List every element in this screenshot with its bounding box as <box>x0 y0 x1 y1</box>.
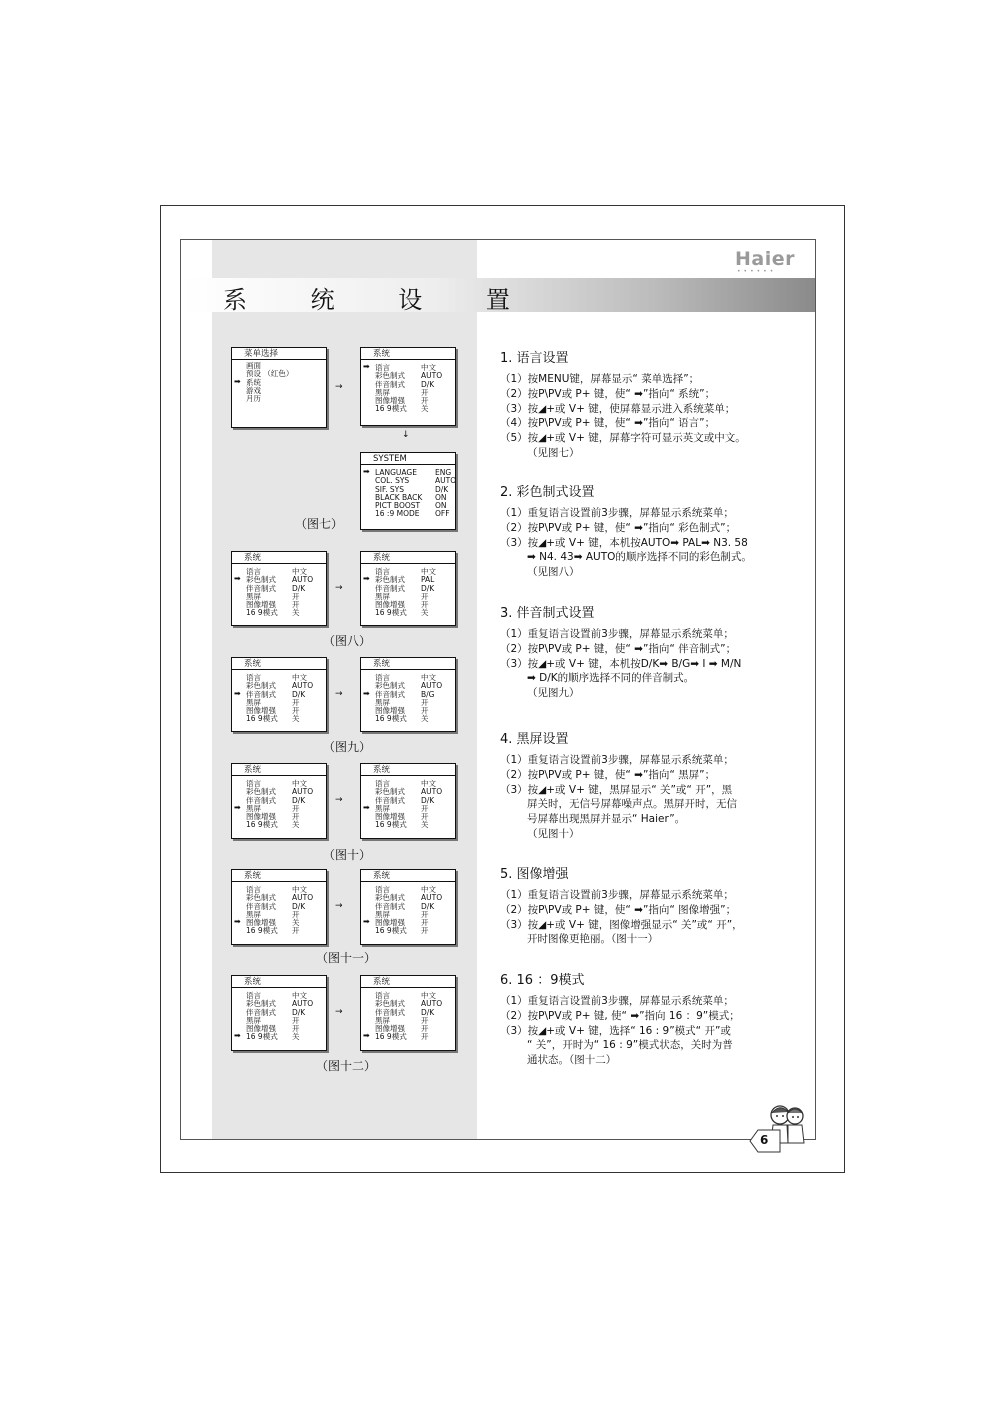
menu-item-value: 开 <box>292 926 300 936</box>
menu-item-label: 图像增强 <box>375 600 405 610</box>
menu-row <box>363 1033 455 1041</box>
menu-item-label: 图像增强 <box>375 396 405 406</box>
menu-item-label: BLACK BACK <box>375 492 423 502</box>
flow-arrow-icon: → <box>335 689 343 699</box>
logo-dots: •••••• <box>737 268 777 275</box>
menu-item-label: 伴音制式 <box>375 901 405 911</box>
menu-item-value: D/K <box>292 795 306 805</box>
menu-item-label: 月历 <box>246 394 261 404</box>
menu-item-label: 黑屏 <box>375 1015 390 1025</box>
menu-item-label: 图像增强 <box>375 1024 405 1034</box>
instruction-line: （见图九） <box>527 687 580 700</box>
menu-item-label: 图像增强 <box>246 918 276 928</box>
menu-item-value: 关 <box>292 714 300 724</box>
menu-item-value: D/K <box>292 689 306 699</box>
menu-item-value: AUTO <box>292 999 314 1009</box>
menu-item-value: 开 <box>421 926 429 936</box>
menu-item-value: OFF <box>435 509 450 519</box>
instruction-section <box>500 347 800 461</box>
menu-item-label: 语言 <box>375 885 390 894</box>
menu-item-label: 彩色制式 <box>375 575 405 585</box>
menu-item-label: 黑屏 <box>375 697 390 707</box>
menu-item-value: 中文 <box>292 567 307 576</box>
instruction-line: （2）按P\PV或 P+ 键，使“ ➡”指向“ 系统”； <box>500 387 716 400</box>
menu-item-label: 彩色制式 <box>375 787 405 797</box>
menu-item-label: 图像增强 <box>375 918 405 928</box>
page-number: 6 <box>760 1133 769 1147</box>
menu-item-label: 黑屏 <box>246 697 261 707</box>
menu-item-value: D/K <box>292 583 306 593</box>
menu-item-label: 伴音制式 <box>246 689 276 699</box>
menu-item-value: ON <box>435 501 447 511</box>
menu-item-label: 16 :9 MODE <box>375 509 420 519</box>
menu-item-value: 关 <box>421 404 429 414</box>
menu-item-value: D/K <box>292 901 306 911</box>
menu-screen-title: 系统 <box>232 976 326 988</box>
instruction-line: （1）重复语言设置前3步骤，屏幕显示系统菜单； <box>500 889 734 901</box>
menu-item-value: 中文 <box>421 673 436 682</box>
menu-item-label: 黑屏 <box>375 803 390 813</box>
menu-item-label: 黑屏 <box>246 1015 261 1025</box>
menu-item-label: 语言 <box>375 991 390 1000</box>
instruction-section <box>500 481 800 580</box>
menu-item-label: 16 9模式 <box>375 714 407 724</box>
menu-item-value: 开 <box>421 396 429 406</box>
menu-item-label: PICT BOOST <box>375 501 421 511</box>
menu-item-label: 伴音制式 <box>246 583 276 593</box>
flow-arrow-icon: → <box>335 901 343 911</box>
instruction-line: （5）按◢+或 V+ 键，屏幕字符可显示英文或中文。 <box>500 432 746 445</box>
menu-item-label: 伴音制式 <box>375 1007 405 1017</box>
menu-item-value: D/K <box>292 1007 306 1017</box>
menu-item-label: 游戏 <box>246 385 261 395</box>
menu-screen-box <box>360 452 456 530</box>
menu-item-label: 彩色制式 <box>246 787 276 797</box>
menu-item-value: 开 <box>292 803 300 813</box>
instruction-line: （2）按P\PV或 P+ 键，使“ ➡”指向“ 图像增强”； <box>500 903 737 916</box>
menu-item-label: 图像增强 <box>246 600 276 610</box>
menu-item-value: 开 <box>421 909 429 919</box>
menu-item-label: 黑屏 <box>246 591 261 601</box>
menu-row <box>363 405 455 413</box>
instruction-line: （1）重复语言设置前3步骤，屏幕显示系统菜单； <box>500 628 734 640</box>
menu-item-value: AUTO <box>421 999 443 1009</box>
instruction-line: 开时图像更艳丽。（图十一） <box>527 933 659 946</box>
menu-item-label: 彩色制式 <box>246 893 276 903</box>
figure-caption: （图十二） <box>316 1059 377 1073</box>
instruction-line: （2）按P\PV或 P+ 键，使“ ➡”指向“ 彩色制式”； <box>500 521 737 534</box>
menu-row <box>234 821 326 829</box>
menu-row <box>234 395 326 403</box>
pointer-arrow-icon: ➡ <box>363 362 370 371</box>
menu-item-label: 伴音制式 <box>375 379 405 389</box>
menu-item-label: 预设 （红色） <box>246 369 294 379</box>
pointer-arrow-icon: ➡ <box>363 1031 370 1041</box>
menu-item-label: 16 9模式 <box>375 608 407 618</box>
menu-item-value: 中文 <box>292 885 307 894</box>
instruction-line: （1）重复语言设置前3步骤，屏幕显示系统菜单； <box>500 754 734 766</box>
instruction-line: 屏关时，无信号屏幕噪声点。黑屏开时，无信 <box>527 798 737 811</box>
menu-item-label: 彩色制式 <box>246 575 276 585</box>
flow-arrow-icon: → <box>335 583 343 593</box>
menu-screen-box <box>231 347 327 428</box>
menu-item-label: 伴音制式 <box>246 901 276 911</box>
menu-item-label: 语言 <box>375 673 390 682</box>
pointer-arrow-icon: ➡ <box>363 574 370 584</box>
menu-item-value: 开 <box>292 591 300 601</box>
instruction-line: （2）按P\PV或 P+ 键，使“ ➡”指向“ 伴音制式”； <box>500 642 737 655</box>
menu-screen-box <box>360 869 456 945</box>
menu-screen-title: SYSTEM <box>361 453 455 465</box>
menu-item-label: 彩色制式 <box>375 999 405 1009</box>
menu-item-label: 16 9模式 <box>375 820 407 830</box>
menu-screen-title: 系统 <box>232 552 326 564</box>
menu-screen-box <box>360 657 456 732</box>
menu-item-value: 开 <box>292 1015 300 1025</box>
menu-item-value: D/K <box>421 379 435 389</box>
menu-screen-box <box>231 975 327 1051</box>
menu-item-label: 黑屏 <box>246 909 261 919</box>
section-heading: 3. 伴音制式设置 <box>500 606 595 621</box>
menu-screen-title: 系统 <box>361 658 455 670</box>
menu-item-label: 彩色制式 <box>375 371 405 381</box>
menu-screen-title: 系统 <box>361 976 455 988</box>
menu-item-value: 关 <box>421 820 429 830</box>
menu-item-value: 开 <box>421 600 429 610</box>
menu-item-value: AUTO <box>292 893 314 903</box>
menu-row <box>234 609 326 617</box>
menu-item-value: 开 <box>292 812 300 822</box>
menu-item-value: AUTO <box>292 787 314 797</box>
menu-screen-box <box>360 975 456 1051</box>
menu-item-value: ON <box>435 492 447 502</box>
instruction-section <box>500 863 800 947</box>
menu-row <box>363 510 455 518</box>
menu-item-label: 黑屏 <box>375 591 390 601</box>
menu-item-value: 开 <box>421 1015 429 1025</box>
menu-screen-title: 菜单选择 <box>232 348 326 360</box>
menu-item-value: D/K <box>435 484 449 494</box>
instruction-line: （3）按◢+或 V+ 键，本机按D/K➡ B/G➡ I ➡ M/N <box>500 657 742 670</box>
menu-screen-title: 系统 <box>232 870 326 882</box>
menu-item-label: 16 9模式 <box>246 608 278 618</box>
menu-item-value: B/G <box>421 689 435 699</box>
menu-item-label: 彩色制式 <box>375 893 405 903</box>
page-title: 系 统 设 置 <box>223 286 538 314</box>
figure-caption: （图十） <box>323 848 372 862</box>
menu-item-label: 伴音制式 <box>375 689 405 699</box>
menu-screen-title: 系统 <box>361 552 455 564</box>
menu-item-value: 中文 <box>421 779 436 788</box>
menu-item-label: 彩色制式 <box>246 999 276 1009</box>
instruction-line: （4）按P\PV或 P+ 键，使“ ➡”指向“ 语言”； <box>500 417 716 430</box>
menu-item-label: 16 9模式 <box>246 1032 278 1042</box>
menu-item-value: 中文 <box>421 567 436 576</box>
menu-item-value: 开 <box>421 706 429 716</box>
menu-item-label: 伴音制式 <box>375 795 405 805</box>
menu-item-value: AUTO <box>435 476 457 486</box>
menu-item-value: 关 <box>292 820 300 830</box>
menu-item-label: 语言 <box>375 363 390 372</box>
menu-screen-title: 系统 <box>361 870 455 882</box>
menu-item-value: 关 <box>292 918 300 928</box>
menu-item-label: 16 9模式 <box>375 1032 407 1042</box>
menu-item-label: 彩色制式 <box>375 681 405 691</box>
menu-item-label: 图像增强 <box>246 706 276 716</box>
menu-item-label: 黑屏 <box>375 909 390 919</box>
instruction-line: （1）重复语言设置前3步骤，屏幕显示系统菜单； <box>500 995 734 1007</box>
section-heading: 1. 语言设置 <box>500 351 569 366</box>
menu-item-value: 中文 <box>421 991 436 1000</box>
instruction-line: （3）按◢+或 V+ 键，黑屏显示“ 关”或“ 开”，黑 <box>500 783 733 796</box>
haier-logo: Haier <box>735 248 795 270</box>
figure-caption: （图十一） <box>316 951 377 965</box>
menu-row <box>234 715 326 723</box>
menu-row <box>234 927 326 935</box>
instruction-line: （2）按P\PV或 P+ 键, 使“ ➡”指向 16 ：9”模式； <box>500 1009 740 1022</box>
pointer-arrow-icon: ➡ <box>234 1031 241 1041</box>
menu-screen-title: 系统 <box>361 764 455 776</box>
instruction-line: （3）按◢+或 V+ 键，选择“ 16 : 9”模式“ 开”或 <box>500 1024 731 1037</box>
figure-caption: （图七） <box>295 517 344 531</box>
menu-item-label: LANGUAGE <box>375 468 417 477</box>
menu-item-label: 图像增强 <box>246 1024 276 1034</box>
menu-item-value: AUTO <box>421 371 443 381</box>
menu-screen-box <box>231 869 327 945</box>
menu-screen-title: 系统 <box>232 658 326 670</box>
menu-item-value: 开 <box>421 697 429 707</box>
menu-item-value: D/K <box>421 1007 435 1017</box>
menu-item-value: 关 <box>292 1032 300 1042</box>
instruction-line: 通状态。（图十二） <box>527 1054 617 1067</box>
menu-item-value: 中文 <box>292 779 307 788</box>
pointer-arrow-icon: ➡ <box>363 688 370 698</box>
figure-caption: （图九） <box>323 740 372 754</box>
menu-screen-title: 系统 <box>361 348 455 360</box>
menu-row <box>234 1033 326 1041</box>
menu-item-label: 黑屏 <box>375 387 390 397</box>
instruction-line: （1）按MENU键，屏幕显示“ 菜单选择”； <box>500 373 700 385</box>
menu-item-value: 开 <box>292 706 300 716</box>
section-heading: 2. 彩色制式设置 <box>500 485 595 500</box>
menu-item-label: 图像增强 <box>246 812 276 822</box>
menu-screen-box <box>231 763 327 839</box>
menu-item-label: 彩色制式 <box>246 681 276 691</box>
menu-item-value: 开 <box>421 812 429 822</box>
instruction-line: （见图七） <box>527 446 580 459</box>
menu-item-label: 语言 <box>375 567 390 576</box>
menu-item-value: ENG <box>435 468 452 477</box>
menu-item-value: 开 <box>292 1024 300 1034</box>
menu-item-value: D/K <box>421 901 435 911</box>
menu-item-label: 16 9模式 <box>375 404 407 414</box>
menu-item-value: 关 <box>292 608 300 618</box>
instruction-line: （2）按P\PV或 P+ 键，使“ ➡”指向“ 黑屏”； <box>500 768 716 781</box>
instruction-section <box>500 969 800 1068</box>
menu-item-value: 开 <box>421 591 429 601</box>
menu-item-label: 语言 <box>246 673 261 682</box>
instruction-line: （见图十） <box>527 827 580 840</box>
menu-item-value: AUTO <box>421 681 443 691</box>
instruction-line: （3）按◢+或 V+ 键，图像增强显示“ 关”或“ 开”， <box>500 918 743 931</box>
menu-item-value: AUTO <box>421 893 443 903</box>
menu-row <box>363 821 455 829</box>
menu-item-label: 画面 <box>246 361 261 370</box>
menu-item-value: AUTO <box>421 787 443 797</box>
instruction-line: （3）按◢+或 V+ 键，使屏幕显示进入系统菜单； <box>500 402 736 415</box>
menu-item-label: 语言 <box>375 779 390 788</box>
menu-item-value: 开 <box>292 600 300 610</box>
menu-screen-box <box>360 763 456 839</box>
menu-item-label: 伴音制式 <box>246 795 276 805</box>
section-heading: 5. 图像增强 <box>500 867 569 882</box>
menu-item-label: 伴音制式 <box>246 1007 276 1017</box>
menu-item-label: 语言 <box>246 991 261 1000</box>
pointer-arrow-icon: ➡ <box>363 467 370 476</box>
flow-arrow-icon: → <box>335 1007 343 1017</box>
pointer-arrow-icon: ➡ <box>234 688 241 698</box>
menu-item-label: 伴音制式 <box>375 583 405 593</box>
menu-item-value: 开 <box>292 909 300 919</box>
menu-screen-box <box>360 347 456 426</box>
menu-item-label: 语言 <box>246 885 261 894</box>
pointer-arrow-icon: ➡ <box>234 917 241 927</box>
flow-arrow-down-icon: ↓ <box>402 430 410 440</box>
menu-item-value: AUTO <box>292 681 314 691</box>
menu-item-label: COL. SYS <box>375 476 410 486</box>
instruction-line: 号屏幕出现黑屏并显示“ Haier”。 <box>527 813 686 826</box>
menu-row <box>363 927 455 935</box>
instruction-line: “ 关”，开时为“ 16 : 9”模式状态，关时为普 <box>527 1039 733 1052</box>
menu-item-value: D/K <box>421 583 435 593</box>
menu-row <box>363 609 455 617</box>
menu-item-label: 16 9模式 <box>246 820 278 830</box>
menu-item-label: 语言 <box>246 567 261 576</box>
menu-item-value: 中文 <box>421 363 436 372</box>
menu-row <box>363 715 455 723</box>
menu-item-value: 关 <box>421 608 429 618</box>
pointer-arrow-icon: ➡ <box>234 376 241 386</box>
menu-item-value: 中文 <box>292 673 307 682</box>
instruction-line: （1）重复语言设置前3步骤，屏幕显示系统菜单； <box>500 507 734 519</box>
instruction-line: （见图八） <box>527 566 580 579</box>
menu-item-value: 关 <box>421 714 429 724</box>
menu-item-label: SIF. SYS <box>375 484 404 494</box>
menu-item-value: PAL <box>421 575 435 585</box>
pointer-arrow-icon: ➡ <box>234 802 241 812</box>
menu-item-value: 中文 <box>421 885 436 894</box>
flow-arrow-icon: → <box>335 382 343 392</box>
pointer-arrow-icon: ➡ <box>363 917 370 927</box>
instruction-line: ➡ D/K的顺序选择不同的伴音制式。 <box>527 672 695 685</box>
section-heading: 6. 16 ：9模式 <box>500 973 585 988</box>
menu-item-label: 16 9模式 <box>375 926 407 936</box>
menu-screen-title: 系统 <box>232 764 326 776</box>
menu-item-value: 中文 <box>292 991 307 1000</box>
menu-item-value: 开 <box>421 803 429 813</box>
pointer-arrow-icon: ➡ <box>234 574 241 584</box>
menu-item-label: 16 9模式 <box>246 714 278 724</box>
menu-item-value: 开 <box>421 1032 429 1042</box>
menu-item-label: 16 9模式 <box>246 926 278 936</box>
menu-item-label: 黑屏 <box>246 803 261 813</box>
pointer-arrow-icon: ➡ <box>363 802 370 812</box>
menu-item-value: 开 <box>421 1024 429 1034</box>
instruction-line: ➡ N4. 43➡ AUTO的顺序选择不同的彩色制式。 <box>527 551 752 564</box>
section-heading: 4. 黑屏设置 <box>500 732 569 747</box>
menu-item-label: 图像增强 <box>375 706 405 716</box>
menu-item-label: 语言 <box>246 779 261 788</box>
menu-item-label: 系统 <box>246 377 261 387</box>
menu-item-value: D/K <box>421 795 435 805</box>
menu-screen-box <box>231 657 327 732</box>
menu-item-value: 开 <box>421 387 429 397</box>
instruction-section <box>500 728 800 842</box>
menu-item-value: 开 <box>292 697 300 707</box>
menu-item-label: 图像增强 <box>375 812 405 822</box>
flow-arrow-icon: → <box>335 795 343 805</box>
menu-screen-box <box>231 551 327 626</box>
menu-screen-box <box>360 551 456 626</box>
menu-item-value: 开 <box>421 918 429 928</box>
menu-item-value: AUTO <box>292 575 314 585</box>
instruction-section <box>500 602 800 701</box>
instruction-line: （3）按◢+或 V+ 键，本机按AUTO➡ PAL➡ N3. 58 <box>500 536 748 549</box>
figure-caption: （图八） <box>323 634 372 648</box>
